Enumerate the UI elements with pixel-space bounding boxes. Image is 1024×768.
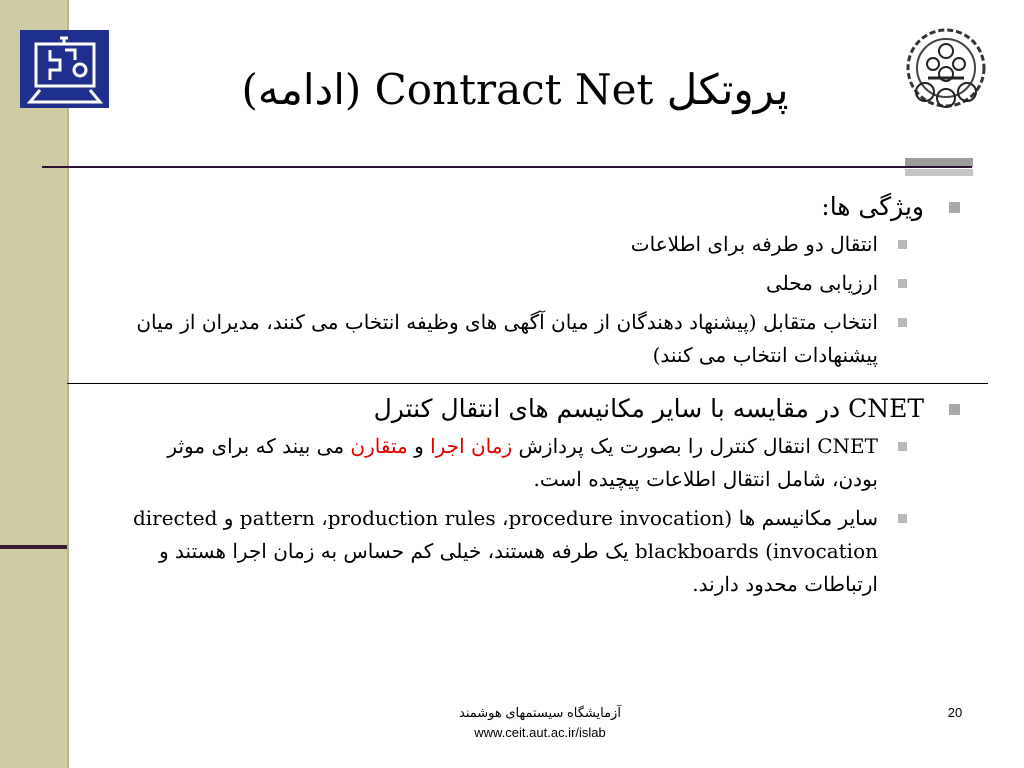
sub-bullet [120,502,960,601]
left-sidebar-band [0,0,67,768]
footer-lab-name: آزمایشگاه سیستمهای هوشمند [459,705,621,720]
small-square-bullet-icon [898,442,907,451]
sub-bullet-text-part2: و [407,434,431,458]
page-number: 20 [947,705,963,720]
footer [430,703,650,743]
sub-bullet-text: ارزیابی محلی [765,271,878,295]
small-square-bullet-icon [898,318,907,327]
sub-bullet [120,267,960,300]
title-decor-shade-light [905,169,973,176]
lab-logo-icon [20,30,109,108]
small-square-bullet-icon [898,514,907,523]
sub-bullet-text-part3: می بیند که برای موثر بودن، شامل انتقال اطلاعات پیچیده است. [167,434,878,491]
square-bullet-icon [949,202,960,213]
small-square-bullet-icon [898,240,907,249]
slide-title: پروتکل Contract Net (ادامه) [241,65,789,114]
sub-bullet [120,228,960,261]
sub-bullet-text: انتقال دو طرفه برای اطلاعات [630,232,878,256]
bullet-cnet-text: CNET در مقایسه با سایر مکانیسم های انتقال کنترل [373,394,924,423]
sub-bullet-text: سایر مکانیسم ها (pattern ،production rules ،procedure invocation و directed invocation) blackboards یک طرفه هستند، خیلی کم حساس به زمان اجرا هستند و ارتباطات محدود دارند. [132,506,878,596]
sidebar-accent-line [0,545,67,549]
sub-bullet [120,306,960,372]
highlight-runtime: زمان اجرا [430,434,513,458]
bullet-cnet-comparison [120,392,960,426]
bullet-features [120,190,960,224]
title-underline [42,166,972,168]
highlight-symmetric: متقارن [350,434,408,458]
left-sidebar-edge [67,0,69,768]
slide-body [120,190,960,607]
sub-bullet-text-part1: CNET انتقال کنترل را بصورت یک پردازش [512,434,878,458]
sub-bullet [120,430,960,496]
small-square-bullet-icon [898,279,907,288]
sub-bullet-text: انتخاب متقابل (پیشنهاد دهندگان از میان آگهی های وظیفه انتخاب می کنند، مدیران از میان پیشنهادات انتخاب می کنند) [136,310,878,367]
square-bullet-icon [949,404,960,415]
university-emblem-icon [903,26,989,114]
footer-url: www.ceit.aut.ac.ir/islab [474,725,606,740]
bullet-features-text: ویژگی ها: [821,192,924,221]
